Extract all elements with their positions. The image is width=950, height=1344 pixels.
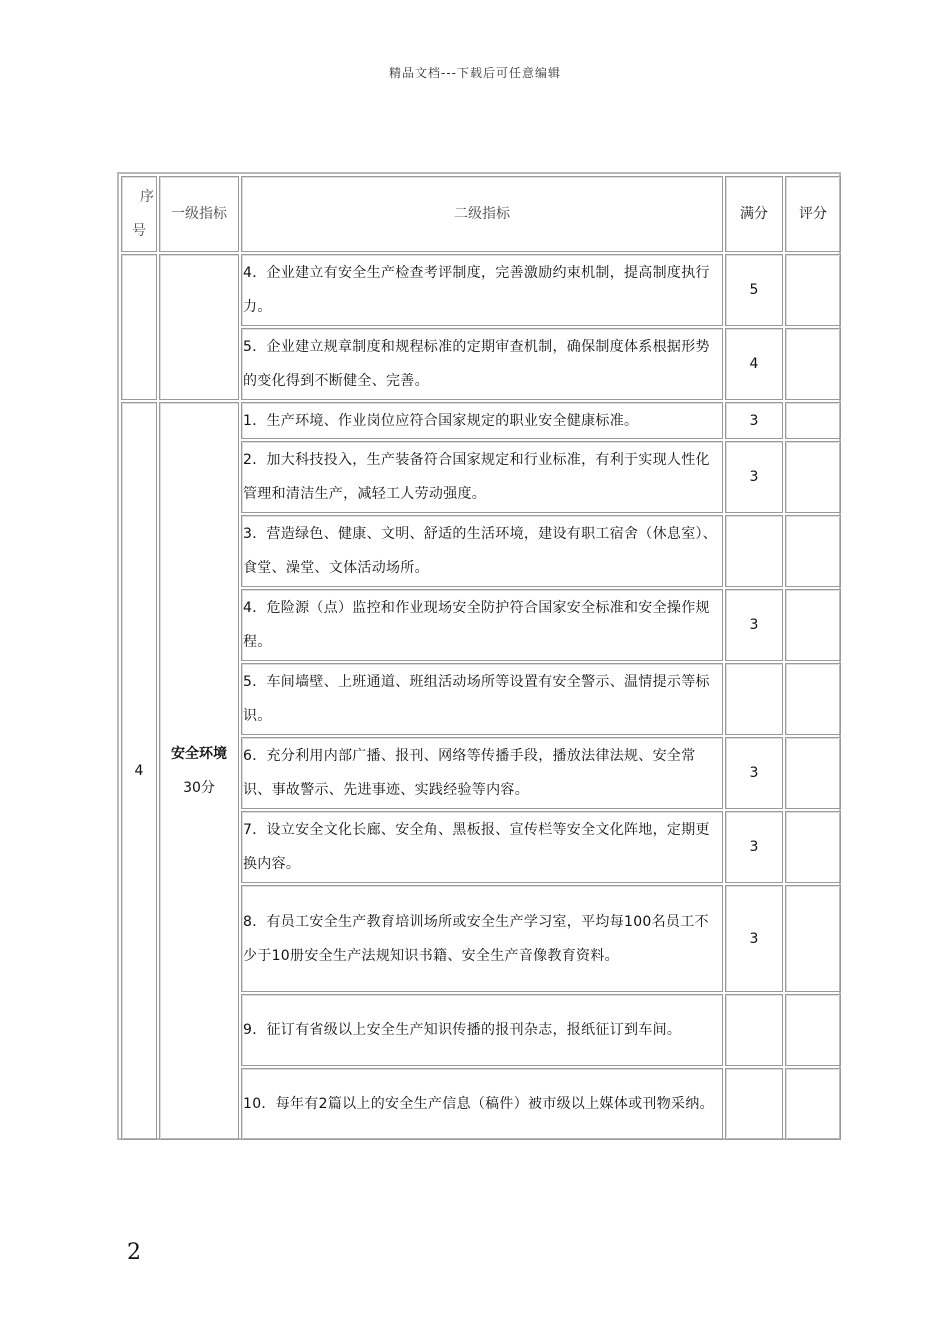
section-name: 安全环境: [171, 746, 227, 762]
row-rating-cell[interactable]: [785, 885, 841, 992]
row-description: 10．每年有2篇以上的安全生产信息（稿件）被市级以上媒体或刊物采纳。: [241, 1068, 723, 1140]
row-full-score: 3: [725, 811, 783, 883]
row-rating-cell[interactable]: [785, 663, 841, 735]
table-header-row: [121, 176, 841, 252]
row-rating-cell[interactable]: [785, 254, 841, 326]
header-level1: 一级指标: [159, 176, 239, 252]
row-rating-cell[interactable]: [785, 994, 841, 1066]
row-description: 2．加大科技投入，生产装备符合国家规定和行业标准，有利于实现人性化管理和清洁生产，减轻工人劳动强度。: [241, 441, 723, 513]
row-full-score: 3: [725, 589, 783, 661]
header-seq-line1: 序: [140, 189, 154, 205]
page-number: 2: [127, 1240, 141, 1265]
row-description: 8．有员工安全生产教育培训场所或安全生产学习室，平均每100名员工不少于10册安全生产法规知识书籍、安全生产音像教育资料。: [241, 885, 723, 992]
page-header: 精品文档---下载后可任意编辑: [389, 66, 561, 80]
row-description: 5．企业建立规章制度和规程标准的定期审查机制，确保制度体系根据形势的变化得到不断健全、完善。: [241, 328, 723, 400]
section-points: 30分: [183, 780, 215, 796]
row-full-score: [725, 663, 783, 735]
row-rating-cell[interactable]: [785, 441, 841, 513]
header-full-score: 满分: [725, 176, 783, 252]
row-full-score: [725, 994, 783, 1066]
row-full-score: 5: [725, 254, 783, 326]
row-description: 4．企业建立有安全生产检查考评制度，完善激励约束机制，提高制度执行力。: [241, 254, 723, 326]
row-rating-cell[interactable]: [785, 328, 841, 400]
row-description: 9．征订有省级以上安全生产知识传播的报刊杂志，报纸征订到车间。: [241, 994, 723, 1066]
header-level2: 二级指标: [241, 176, 723, 252]
row-description: 4．危险源（点）监控和作业现场安全防护符合国家安全标准和安全操作规程。: [241, 589, 723, 661]
row-full-score: [725, 515, 783, 587]
table-row: [121, 402, 841, 439]
section-seq: 4: [121, 402, 157, 1140]
row-rating-cell[interactable]: [785, 402, 841, 439]
row-rating-cell[interactable]: [785, 589, 841, 661]
section-level1-label: [159, 402, 239, 1140]
continued-level1-cell: [159, 254, 239, 400]
header-rating: 评分: [785, 176, 841, 252]
header-seq: [121, 176, 157, 252]
row-full-score: [725, 1068, 783, 1140]
evaluation-table: [119, 174, 843, 1142]
row-full-score: 3: [725, 441, 783, 513]
row-rating-cell[interactable]: [785, 811, 841, 883]
row-description: 6．充分利用内部广播、报刊、网络等传播手段，播放法律法规、安全常识、事故警示、先进事迹、实践经验等内容。: [241, 737, 723, 809]
table-row: [121, 254, 841, 326]
row-full-score: 3: [725, 885, 783, 992]
row-full-score: 4: [725, 328, 783, 400]
row-full-score: 3: [725, 737, 783, 809]
row-description: 5．车间墙壁、上班通道、班组活动场所等设置有安全警示、温情提示等标识。: [241, 663, 723, 735]
row-rating-cell[interactable]: [785, 737, 841, 809]
row-full-score: 3: [725, 402, 783, 439]
header-seq-line2: 号: [132, 223, 146, 239]
row-description: 3．营造绿色、健康、文明、舒适的生活环境，建设有职工宿舍（休息室）、食堂、澡堂、文体活动场所。: [241, 515, 723, 587]
row-description: 7．设立安全文化长廊、安全角、黑板报、宣传栏等安全文化阵地，定期更换内容。: [241, 811, 723, 883]
row-rating-cell[interactable]: [785, 1068, 841, 1140]
row-rating-cell[interactable]: [785, 515, 841, 587]
row-description: 1．生产环境、作业岗位应符合国家规定的职业安全健康标准。: [241, 402, 723, 439]
continued-seq-cell: [121, 254, 157, 400]
